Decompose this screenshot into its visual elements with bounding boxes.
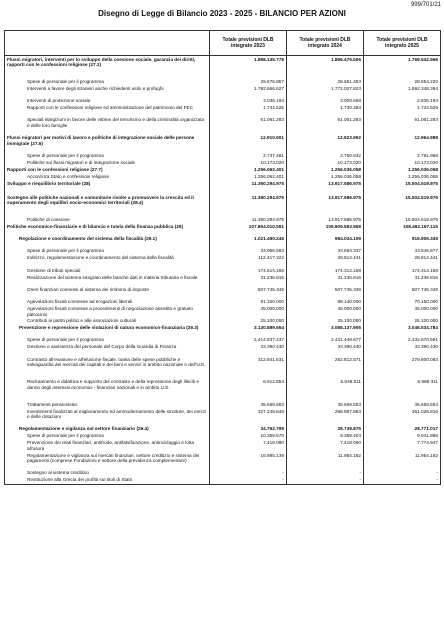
- value-2025: 28.771.017: [364, 426, 441, 433]
- value-2024: 1.730.483: [287, 105, 364, 117]
- program-row: [5, 134, 441, 152]
- action-row: [5, 306, 441, 318]
- value-2023: 25.100.000: [210, 318, 287, 325]
- row-label: Flussi migratori per motivi di lavoro e politiche di integrazione sociale delle persone immigrate (27.6): [5, 134, 210, 152]
- row-label: Regolamentazione e vigilanza sui mercati finanziari, settore creditizio e sistema dei pagamenti (comprese Fondazioni e settore della previdenza complementare): [5, 452, 210, 470]
- value-2024: 1.772.027.823: [287, 86, 364, 98]
- value-2023: 35.659.553: [210, 401, 287, 408]
- row-label: Rapporti con le confessioni religiose (27.7): [5, 166, 210, 173]
- header-2024: Totale previsioni DLB integrato 2024: [287, 31, 364, 56]
- value-2024: 33.663.337: [287, 248, 364, 255]
- value-2025: 7.774.947: [364, 440, 441, 452]
- row-label: Spese di personale per il programma: [5, 433, 210, 440]
- value-2024: 174.314.168: [287, 267, 364, 274]
- row-label: Politiche economico-finanziarie e di bilancio e tutela della finanza pubblica (29): [5, 224, 210, 236]
- value-2023: 1.888.135.779: [210, 56, 287, 79]
- value-2023: 1.792.666.627: [210, 86, 287, 98]
- budget-table: [4, 30, 441, 485]
- value-2024: 88.140.000: [287, 299, 364, 306]
- value-2025: 915.906.349: [364, 236, 441, 248]
- row-label: Rapporti con le confessioni religiose ed amministrazione del patrimonio del FEC: [5, 105, 210, 117]
- value-2024: 11.954.182: [287, 452, 364, 470]
- row-label: Sostegno alle politiche nazionali e comunitarie rivolte a promuovere la crescita ed il superamento degli squilibri socio-economici territoriali (28.4): [5, 194, 210, 217]
- value-2024: 13.917.586.975: [287, 194, 364, 217]
- header-label-column: [5, 31, 210, 56]
- value-2025: 61.061.283: [364, 117, 441, 135]
- value-2025: 31.236.816: [364, 274, 441, 286]
- value-2024: 5.938.811: [287, 379, 364, 402]
- action-row: [5, 299, 441, 306]
- value-2024: 33.390.430: [287, 344, 364, 356]
- value-2024: 25.100.000: [287, 318, 364, 325]
- value-2025: 279.800.083: [364, 356, 441, 379]
- row-label: Contributi ai partiti politici e alle associazioni culturali: [5, 318, 210, 325]
- action-row: [5, 117, 441, 135]
- document-title: Disegno di Legge di Bilancio 2023 - 2025 - BILANCIO PER AZIONI: [98, 9, 346, 18]
- value-2024: 1.256.036.058: [287, 166, 364, 173]
- action-row: [5, 408, 441, 426]
- action-row: [5, 152, 441, 159]
- row-label: Speciali elargizioni in favore delle vittime del terrorismo e della criminalità organizzata e delle loro famiglie: [5, 117, 210, 135]
- value-2023: 2.414.837.437: [210, 337, 287, 344]
- value-2024: 3.088.137.905: [287, 325, 364, 337]
- action-row: [5, 217, 441, 224]
- row-label: Regolazione e coordinamento del sistema della fiscalità (29.1): [5, 236, 210, 248]
- value-2024: 2.431.449.677: [287, 337, 364, 344]
- value-2025: 45.000.000: [364, 306, 441, 318]
- action-row: [5, 274, 441, 286]
- value-2024: 28.739.875: [287, 426, 364, 433]
- value-2023: 1.744.525: [210, 105, 287, 117]
- value-2025: 70.150.000: [364, 299, 441, 306]
- value-2025: 15.504.519.975: [364, 194, 441, 217]
- value-2025: 507.745.349: [364, 286, 441, 298]
- action-row: [5, 356, 441, 379]
- value-2023: 1.256.062.401: [210, 166, 287, 173]
- row-label: Agevolazioni fiscali connesse ad erogazioni liberali: [5, 299, 210, 306]
- value-2024: -: [287, 477, 364, 485]
- value-2023: 1.256.062.401: [210, 173, 287, 180]
- value-2025: 33.390.430: [364, 344, 441, 356]
- table-header-row: [5, 31, 441, 56]
- row-label: Flussi migratori, interventi per lo sviluppo della coesione sociale, garanzia dei diritti, rapporti con le confessioni religiose (27.2): [5, 56, 210, 79]
- value-2025: 2.791.968: [364, 152, 441, 159]
- action-row: [5, 452, 441, 470]
- value-2024: 45.000.000: [287, 306, 364, 318]
- action-row: [5, 470, 441, 477]
- row-label: Indirizzo, regolamentazione e coordinamento del sistema della fiscalità: [5, 255, 210, 267]
- value-2023: 12.910.501: [210, 134, 287, 152]
- value-2023: 45.000.000: [210, 306, 287, 318]
- value-2025: 2.432.670.591: [364, 337, 441, 344]
- row-label: Spese di personale per il programma: [5, 248, 210, 255]
- value-2024: 12.923.952: [287, 134, 364, 152]
- action-row: [5, 401, 441, 408]
- value-2024: 9.359.403: [287, 433, 364, 440]
- value-2025: 1.744.525: [364, 105, 441, 117]
- action-row: [5, 98, 441, 105]
- value-2025: 1.692.348.364: [364, 86, 441, 98]
- value-2025: 3.046.534.784: [364, 325, 441, 337]
- value-2024: 31.236.816: [287, 274, 364, 286]
- row-label: Sostegno al sistema creditizio: [5, 470, 210, 477]
- row-label: Spese di personale per il programma: [5, 152, 210, 159]
- value-2024: 282.812.571: [287, 356, 364, 379]
- value-2025: 1.256.036.058: [364, 173, 441, 180]
- value-2025: 1.769.542.566: [364, 56, 441, 79]
- row-label: Reclutamento e didattica e supporto del contrasto e della repressione degli illeciti e danno degli interessi economici - finanziari nazionali e in ambito U.E.: [5, 379, 210, 402]
- value-2025: 108.482.167.115: [364, 224, 441, 236]
- value-2024: 298.887.863: [287, 408, 364, 426]
- row-label: Gestione di tributi speciali: [5, 267, 210, 274]
- value-2025: 15.504.519.975: [364, 180, 441, 187]
- value-2023: 7.418.090: [210, 440, 287, 452]
- value-2023: 10.173.020: [210, 159, 287, 166]
- value-2023: 6.912.854: [210, 379, 287, 402]
- value-2025: 5.988.311: [364, 379, 441, 402]
- value-2023: 507.745.349: [210, 286, 287, 298]
- value-2023: 29.676.857: [210, 79, 287, 86]
- program-row: [5, 166, 441, 173]
- value-2023: 327.248.649: [210, 408, 287, 426]
- value-2025: 1.256.036.058: [364, 166, 441, 173]
- value-2024: 7.418.090: [287, 440, 364, 452]
- row-label: Investimenti finalizzati al miglioramento ed ammodernamento delle strutture, dei mezzi e delle dotazioni: [5, 408, 210, 426]
- header-2023: Totale previsioni DLB integrato 2023: [210, 31, 287, 56]
- value-2024: 61.061.283: [287, 117, 364, 135]
- value-2023: 11.360.294.975: [210, 180, 287, 187]
- value-2025: 2.836.194: [364, 98, 441, 105]
- row-label: Oneri finanziari connessi al sistema dei rimborsi di imposte: [5, 286, 210, 298]
- value-2024: 10.173.020: [287, 159, 364, 166]
- value-2023: 3.036.194: [210, 98, 287, 105]
- value-2025: 28.814.441: [364, 255, 441, 267]
- row-label: Interventi a favore degli stranieri anche richiedenti asilo e profughi: [5, 86, 210, 98]
- action-row: [5, 286, 441, 298]
- value-2023: 10.359.570: [210, 433, 287, 440]
- program-row: [5, 56, 441, 79]
- value-2024: 28.651.453: [287, 79, 364, 86]
- program-row: [5, 180, 441, 187]
- value-2023: 174.614.168: [210, 267, 287, 274]
- row-label: Sviluppo e riequilibrio territoriale (28): [5, 180, 210, 187]
- row-label: Prevenzione dei reati finanziari, antifrode, antifalsificazione, antiriciclaggio e lotta all'usura: [5, 440, 210, 452]
- document-code: 999/701/21: [410, 2, 441, 8]
- value-2023: 16.985.139: [210, 452, 287, 470]
- value-2025: 25.100.000: [364, 318, 441, 325]
- value-2023: 31.236.816: [210, 274, 287, 286]
- row-label: Restituzione alla Grecia dei profitti sui titoli di Stato: [5, 477, 210, 485]
- row-label: Realizzazione del sistema integrato delle banche dati in materia tributaria e fiscale: [5, 274, 210, 286]
- value-2025: 33.545.577: [364, 248, 441, 255]
- row-label: Agevolazioni fiscali connesse a procedimenti di negoziazione assistita e gratuito patrocinio: [5, 306, 210, 318]
- value-2023: 33.390.430: [210, 344, 287, 356]
- row-label: Spese di personale per il programma: [5, 79, 210, 86]
- action-row: [5, 159, 441, 166]
- action-row: [5, 248, 441, 255]
- row-label: Politiche di coesione: [5, 217, 210, 224]
- value-2023: 11.360.294.975: [210, 217, 287, 224]
- action-row: [5, 79, 441, 86]
- value-2025: 28.554.220: [364, 79, 441, 86]
- value-2023: 112.417.322: [210, 255, 287, 267]
- value-2023: 312.841.631: [210, 356, 287, 379]
- action-row: [5, 477, 441, 485]
- value-2025: 15.504.519.975: [364, 217, 441, 224]
- value-2023: [210, 187, 287, 194]
- value-2024: 13.917.586.975: [287, 217, 364, 224]
- row-label: Trattamenti pensionistici: [5, 401, 210, 408]
- row-label: Accordi tra Stato e confessioni religiose: [5, 173, 210, 180]
- table-body: [5, 56, 441, 485]
- value-2024: 1.866.479.506: [287, 56, 364, 79]
- action-row: [5, 337, 441, 344]
- row-label: Regolamentazione e vigilanza sul settore finanziario (29.4): [5, 426, 210, 433]
- value-2024: 35.659.553: [287, 401, 364, 408]
- action-row: [5, 440, 441, 452]
- value-2024: 2.750.932: [287, 152, 364, 159]
- value-2025: 174.314.168: [364, 267, 441, 274]
- value-2024: 13.917.586.975: [287, 180, 364, 187]
- value-2024: 28.814.441: [287, 255, 364, 267]
- action-row: [5, 86, 441, 98]
- value-2023: -: [210, 470, 287, 477]
- value-2025: [364, 187, 441, 194]
- action-row: [5, 379, 441, 402]
- value-2023: 11.360.294.975: [210, 194, 287, 217]
- value-2024: 984.034.109: [287, 236, 364, 248]
- value-2023: 1.021.490.246: [210, 236, 287, 248]
- action-row: [5, 173, 441, 180]
- action-row: [5, 344, 441, 356]
- program-row: [5, 194, 441, 217]
- value-2025: 10.173.020: [364, 159, 441, 166]
- action-row: [5, 267, 441, 274]
- header-2025: Totale previsioni DLB integrato 2025: [364, 31, 441, 56]
- value-2024: [287, 187, 364, 194]
- value-2023: 2.737.481: [210, 152, 287, 159]
- value-2025: 261.028.816: [364, 408, 441, 426]
- row-label: Gestione e assistenza del personale del Corpo della Guardia di Finanza: [5, 344, 210, 356]
- row-label: Contrasto all'evasione e all'elusione fiscale, tutela delle spese pubbliche e salvaguardia dei mercati dei capitali e dei beni e servizi in ambito nazionale e dell'U.E.: [5, 356, 210, 379]
- value-2023: 34.762.799: [210, 426, 287, 433]
- action-row: [5, 255, 441, 267]
- value-2025: -: [364, 470, 441, 477]
- value-2023: 34.056.593: [210, 248, 287, 255]
- value-2024: 507.745.349: [287, 286, 364, 298]
- value-2023: 61.061.283: [210, 117, 287, 135]
- row-label: Spese di personale per il programma: [5, 337, 210, 344]
- action-row: [5, 105, 441, 117]
- spacer-row: [5, 187, 441, 194]
- value-2023: 3.130.889.554: [210, 325, 287, 337]
- value-2024: 109.809.563.959: [287, 224, 364, 236]
- value-2023: 91.320.000: [210, 299, 287, 306]
- program-row: [5, 224, 441, 236]
- value-2024: 1.256.036.058: [287, 173, 364, 180]
- value-2025: 35.659.553: [364, 401, 441, 408]
- program-row: [5, 426, 441, 433]
- row-label: Prevenzione e repressione delle violazioni di natura economico-finanziaria (29.3): [5, 325, 210, 337]
- program-row: [5, 236, 441, 248]
- action-row: [5, 433, 441, 440]
- value-2025: 11.954.182: [364, 452, 441, 470]
- row-label: Politiche sui flussi migratori e di integrazione sociale: [5, 159, 210, 166]
- value-2025: 12.964.988: [364, 134, 441, 152]
- value-2023: -: [210, 477, 287, 485]
- value-2025: 9.041.888: [364, 433, 441, 440]
- action-row: [5, 318, 441, 325]
- row-label: [5, 187, 210, 194]
- program-row: [5, 325, 441, 337]
- row-label: Interventi di protezione sociale: [5, 98, 210, 105]
- value-2024: -: [287, 470, 364, 477]
- value-2023: 107.854.010.591: [210, 224, 287, 236]
- value-2025: -: [364, 477, 441, 485]
- value-2024: 3.008.668: [287, 98, 364, 105]
